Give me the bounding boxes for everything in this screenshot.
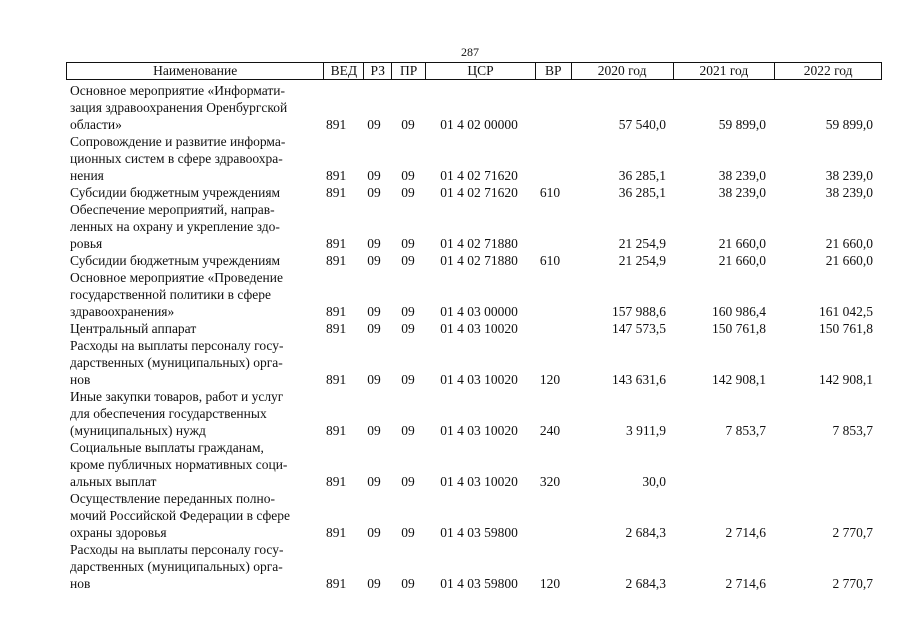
row-name [70, 388, 320, 439]
row-name [70, 252, 320, 269]
cell-ved: 891 [326, 304, 347, 319]
cell-rz: 09 [367, 321, 381, 336]
cell-ved: 891 [326, 117, 347, 132]
cell-pr: 09 [401, 253, 415, 268]
cell-ved: 891 [326, 185, 347, 200]
cell-csr: 01 4 03 59800 [440, 576, 518, 591]
cell-2021: 38 239,0 [718, 168, 766, 183]
row-name-line: Социальные выплаты гражданам, [70, 440, 264, 455]
table-row [70, 490, 882, 541]
cell-2021: 142 908,1 [712, 372, 766, 387]
cell-2022: 38 239,0 [825, 168, 873, 183]
row-name-line: Основное мероприятие «Информати- [70, 83, 286, 98]
cell-pr: 09 [401, 525, 415, 540]
header-name: Наименование [67, 63, 324, 79]
cell-pr: 09 [401, 304, 415, 319]
cell-pr: 09 [401, 576, 415, 591]
table-row [70, 133, 882, 184]
header-ved: ВЕД [324, 63, 364, 79]
header-2020: 2020 год [572, 63, 674, 79]
table-body [70, 82, 882, 592]
cell-2022: 21 660,0 [825, 253, 873, 268]
cell-rz: 09 [367, 185, 381, 200]
cell-2020: 36 285,1 [618, 168, 666, 183]
row-name [70, 541, 320, 592]
row-name-line: Осуществление переданных полно- [70, 491, 275, 506]
row-name-line: (муниципальных) нужд [70, 423, 206, 438]
header-rz: РЗ [364, 63, 392, 79]
cell-2020: 30,0 [642, 474, 666, 489]
cell-rz: 09 [367, 304, 381, 319]
cell-pr: 09 [401, 168, 415, 183]
row-name-line: нов [70, 372, 91, 387]
header-csr: ЦСР [426, 63, 536, 79]
table-row [70, 252, 882, 269]
cell-csr: 01 4 03 59800 [440, 525, 518, 540]
cell-csr: 01 4 03 10020 [440, 423, 518, 438]
cell-vr: 120 [539, 372, 561, 387]
cell-2021: 59 899,0 [718, 117, 766, 132]
cell-pr: 09 [401, 117, 415, 132]
cell-csr: 01 4 02 71880 [440, 253, 518, 268]
cell-vr: 240 [539, 423, 561, 438]
cell-2020: 2 684,3 [625, 576, 666, 591]
row-name-line: нов [70, 576, 91, 591]
cell-2022: 2 770,7 [832, 525, 873, 540]
cell-2022: 59 899,0 [825, 117, 873, 132]
cell-csr: 01 4 02 00000 [440, 117, 518, 132]
cell-ved: 891 [326, 321, 347, 336]
row-name-line: области» [70, 117, 122, 132]
cell-2020: 143 631,6 [612, 372, 666, 387]
cell-2020: 57 540,0 [618, 117, 666, 132]
cell-csr: 01 4 03 10020 [440, 474, 518, 489]
cell-2022: 38 239,0 [825, 185, 873, 200]
cell-ved: 891 [326, 236, 347, 251]
row-name-line: для обеспечения государственных [70, 406, 267, 421]
cell-2020: 147 573,5 [612, 321, 666, 336]
row-name-line: Иные закупки товаров, работ и услуг [70, 389, 284, 404]
cell-ved: 891 [326, 372, 347, 387]
row-name-line: охраны здоровья [70, 525, 167, 540]
cell-2020: 3 911,9 [626, 423, 666, 438]
cell-2022: 142 908,1 [819, 372, 873, 387]
row-name [70, 269, 320, 320]
row-name [70, 133, 320, 184]
row-name-line: Субсидии бюджетным учреждениям [70, 253, 281, 268]
cell-ved: 891 [326, 168, 347, 183]
table-row [70, 184, 882, 201]
row-name-line: дарственных (муниципальных) орга- [70, 355, 283, 370]
cell-ved: 891 [326, 576, 347, 591]
row-name-line: Расходы на выплаты персоналу госу- [70, 338, 284, 353]
table-row [70, 201, 882, 252]
cell-vr: 120 [539, 576, 561, 591]
cell-rz: 09 [367, 168, 381, 183]
cell-rz: 09 [367, 253, 381, 268]
cell-2022: 21 660,0 [825, 236, 873, 251]
row-name [70, 201, 320, 252]
table-row [70, 541, 882, 592]
cell-2020: 36 285,1 [618, 185, 666, 200]
cell-csr: 01 4 02 71880 [440, 236, 518, 251]
cell-2020: 2 684,3 [625, 525, 666, 540]
header-vr: ВР [536, 63, 572, 79]
row-name-line: государственной политики в сфере [70, 287, 272, 302]
table-row [70, 82, 882, 133]
cell-2022: 2 770,7 [832, 576, 873, 591]
cell-csr: 01 4 02 71620 [440, 185, 518, 200]
cell-2021: 7 853,7 [725, 423, 766, 438]
cell-vr: 610 [539, 253, 561, 268]
row-name-line: Основное мероприятие «Проведение [70, 270, 283, 285]
header-2022: 2022 год [803, 63, 853, 79]
cell-rz: 09 [367, 372, 381, 387]
cell-2022: 150 761,8 [819, 321, 873, 336]
cell-2021: 2 714,6 [725, 576, 766, 591]
row-name [70, 439, 320, 490]
cell-pr: 09 [401, 185, 415, 200]
cell-ved: 891 [326, 525, 347, 540]
cell-pr: 09 [401, 474, 415, 489]
table-row [70, 388, 882, 439]
cell-rz: 09 [367, 117, 381, 132]
header-2021: 2021 год [674, 63, 776, 79]
row-name-line: мочий Российской Федерации в сфере [70, 508, 290, 523]
cell-vr: 320 [539, 474, 561, 489]
cell-pr: 09 [401, 236, 415, 251]
table-row [70, 337, 882, 388]
table-row [70, 320, 882, 337]
cell-2021: 2 714,6 [725, 525, 766, 540]
cell-2021: 160 986,4 [712, 304, 766, 319]
row-name-line: ровья [70, 236, 103, 251]
row-name-line: Субсидии бюджетным учреждениям [70, 185, 281, 200]
row-name [70, 490, 320, 541]
row-name-line: ленных на охрану и укрепление здо- [70, 219, 280, 234]
row-name [70, 337, 320, 388]
table-row [70, 269, 882, 320]
cell-rz: 09 [367, 576, 381, 591]
cell-2022: 7 853,7 [832, 423, 873, 438]
cell-2020: 157 988,6 [612, 304, 666, 319]
cell-csr: 01 4 03 10020 [440, 372, 518, 387]
row-name-line: ционных систем в сфере здравоохра- [70, 151, 283, 166]
cell-ved: 891 [326, 423, 347, 438]
row-name-line: Сопровождение и развитие информа- [70, 134, 286, 149]
table-header [66, 62, 882, 80]
cell-pr: 09 [401, 372, 415, 387]
cell-2020: 21 254,9 [618, 253, 666, 268]
cell-csr: 01 4 03 00000 [440, 304, 518, 319]
cell-csr: 01 4 03 10020 [440, 321, 518, 336]
cell-2021: 21 660,0 [718, 253, 766, 268]
cell-vr: 610 [539, 185, 561, 200]
row-name-line: зация здравоохранения Оренбургской [70, 100, 288, 115]
cell-csr: 01 4 02 71620 [440, 168, 518, 183]
cell-ved: 891 [326, 253, 347, 268]
cell-rz: 09 [367, 423, 381, 438]
row-name-line: альных выплат [70, 474, 157, 489]
cell-pr: 09 [401, 321, 415, 336]
cell-ved: 891 [326, 474, 347, 489]
cell-2021: 38 239,0 [718, 185, 766, 200]
table-row [70, 439, 882, 490]
row-name-line: дарственных (муниципальных) орга- [70, 559, 283, 574]
page-number: 287 [461, 45, 479, 59]
row-name [70, 320, 320, 337]
header-pr: ПР [392, 63, 426, 79]
row-name [70, 82, 320, 133]
row-name-line: кроме публичных нормативных соци- [70, 457, 288, 472]
cell-2022: 161 042,5 [819, 304, 873, 319]
cell-rz: 09 [367, 525, 381, 540]
cell-rz: 09 [367, 474, 381, 489]
cell-2020: 21 254,9 [618, 236, 666, 251]
row-name-line: Обеспечение мероприятий, направ- [70, 202, 275, 217]
row-name-line: Расходы на выплаты персоналу госу- [70, 542, 284, 557]
row-name [70, 184, 320, 201]
cell-2021: 150 761,8 [712, 321, 766, 336]
cell-2021: 21 660,0 [718, 236, 766, 251]
cell-rz: 09 [367, 236, 381, 251]
row-name-line: Центральный аппарат [70, 321, 197, 336]
row-name-line: здравоохранения» [70, 304, 175, 319]
cell-pr: 09 [401, 423, 415, 438]
row-name-line: нения [70, 168, 104, 183]
